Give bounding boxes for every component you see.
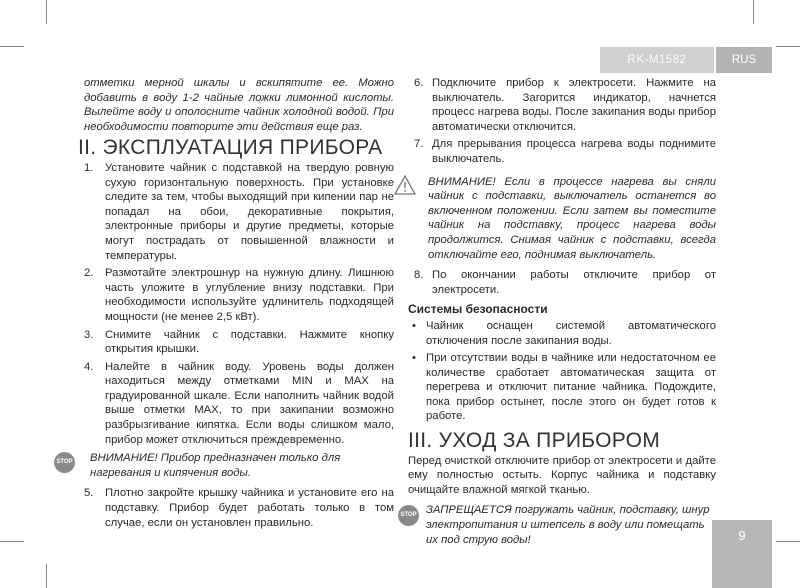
crop-mark (776, 541, 800, 542)
section-title-operation: II. ЭКСПЛУАТАЦИЯ ПРИБОРА (78, 136, 383, 160)
item-text: Размотайте электрошнур на нужную длину. Лишнюю часть уложите в углубление внизу подставки. При необходимости используйте удлинитель подходящей мощности (не менее 2,5 кВт). (105, 267, 394, 323)
crop-mark (46, 564, 47, 588)
list-item (84, 161, 394, 263)
item-number: 2. (84, 267, 94, 280)
item-text: Чайник оснащен системой автоматического отключения после закипания воды. (426, 319, 716, 347)
bullet: • (412, 319, 416, 332)
crop-mark (0, 46, 24, 47)
section-title-care: III. УХОД ЗА ПРИБОРОМ (408, 429, 661, 453)
warning-icon (394, 175, 416, 195)
list-item (84, 266, 394, 324)
item-number: 3. (84, 328, 94, 341)
item-text: Для прерывания процесса нагрева воды поднимите выключатель. (432, 138, 716, 165)
right-column (400, 76, 716, 553)
list-item (408, 268, 716, 297)
stop-icon: STOP (398, 505, 419, 526)
stop-note (56, 451, 394, 480)
page-number: 9 (712, 520, 772, 588)
list-item (84, 360, 394, 448)
crop-mark (776, 46, 800, 47)
crop-mark (46, 0, 47, 24)
item-number: 4. (84, 360, 94, 373)
item-text: При отсутствии воды в чайнике или недостаточном ее количестве сработает автоматическая защита от перегрева и отключит питание чайника. Подождите, пока прибор остынет, после этого он будет готов к работе. (426, 352, 716, 423)
list-item (408, 76, 716, 134)
intro-text: отметки мерной шкалы и вскипятите ее. Можно добавить в воду 1-2 чайные ложки лимонной кислоты. Вылейте воду и ополосните чайник холодной водой. При необходимости повторите эти действия еще раз. (84, 77, 394, 133)
list-item (408, 319, 716, 348)
language-tab: RUS (716, 47, 772, 73)
item-number: 7. (414, 138, 424, 151)
crop-mark (0, 541, 24, 542)
list-item (408, 351, 716, 424)
item-text: По окончании работы отключите прибор от электросети. (432, 269, 716, 296)
stop-note (400, 503, 716, 547)
warning-note (408, 175, 716, 263)
stop-icon: STOP (54, 452, 75, 473)
model-tab: RK-M1582 (600, 47, 714, 73)
item-number: 1. (84, 161, 94, 174)
list-item (84, 328, 394, 357)
safety-title: Системы безопасности (408, 302, 548, 317)
warning-note-text: ВНИМАНИЕ! Если в процессе нагрева вы сняли чайник с подставки, выключатель останется во включенном положении. Если затем вы поместите чайник на подставку, процесс нагрева воды продолжится. Снимая чайник с подставки, всегда отключайте его, поднимая выключатель. (428, 175, 716, 261)
care-text: Перед очисткой отключите прибор от электросети и дайте ему полностью остыть. Корпус чайника и подставку очищайте влажной мягкой тканью. (408, 454, 716, 496)
item-text: Установите чайник с подставкой на твердую ровную сухую горизонтальную поверхность. При установке следите за тем, чтобы выходящий при кипении пар не попадал на обои, декоративные покрытия, электронные приборы и другие предметы, которые могут пострадать от повышенной влажности и температуры. (105, 161, 394, 262)
item-number: 6. (414, 77, 424, 89)
bullet: • (412, 352, 416, 365)
left-column (56, 76, 394, 533)
item-text: Снимите чайник с подставки. Нажмите кнопку открытия крышки. (105, 328, 394, 356)
item-text: Налейте в чайник воду. Уровень воды должен находиться между отметками MIN и MAX на градуированной шкале. Если наполнить чайник водой выше отметки MAX, то при закипании возможно разбрызгивание кипятка. Если воды слишком мало, прибор может отключиться преждевременно. (105, 360, 394, 446)
item-text: Подключите прибор к электросети. Нажмите на выключатель. Загорится индикатор, начнется процесс нагрева воды. После закипания воды прибор автоматически отключится. (432, 77, 716, 133)
list-item (84, 486, 394, 530)
item-number: 5. (84, 487, 94, 500)
item-text: Плотно закройте крышку чайника и установите его на подставку. Прибор будет работать только в том случае, если он установлен правильно. (105, 487, 394, 529)
crop-mark (753, 0, 754, 24)
stop-note-text: ВНИМАНИЕ! Прибор предназначен только для нагревания и кипячения воды. (90, 452, 341, 479)
stop-note-text: ЗАПРЕЩАЕТСЯ погружать чайник, подставку, шнур электропитания и штепсель в воду или помещать их под струю воды! (426, 504, 710, 546)
list-item (408, 137, 716, 166)
item-number: 8. (414, 269, 424, 282)
